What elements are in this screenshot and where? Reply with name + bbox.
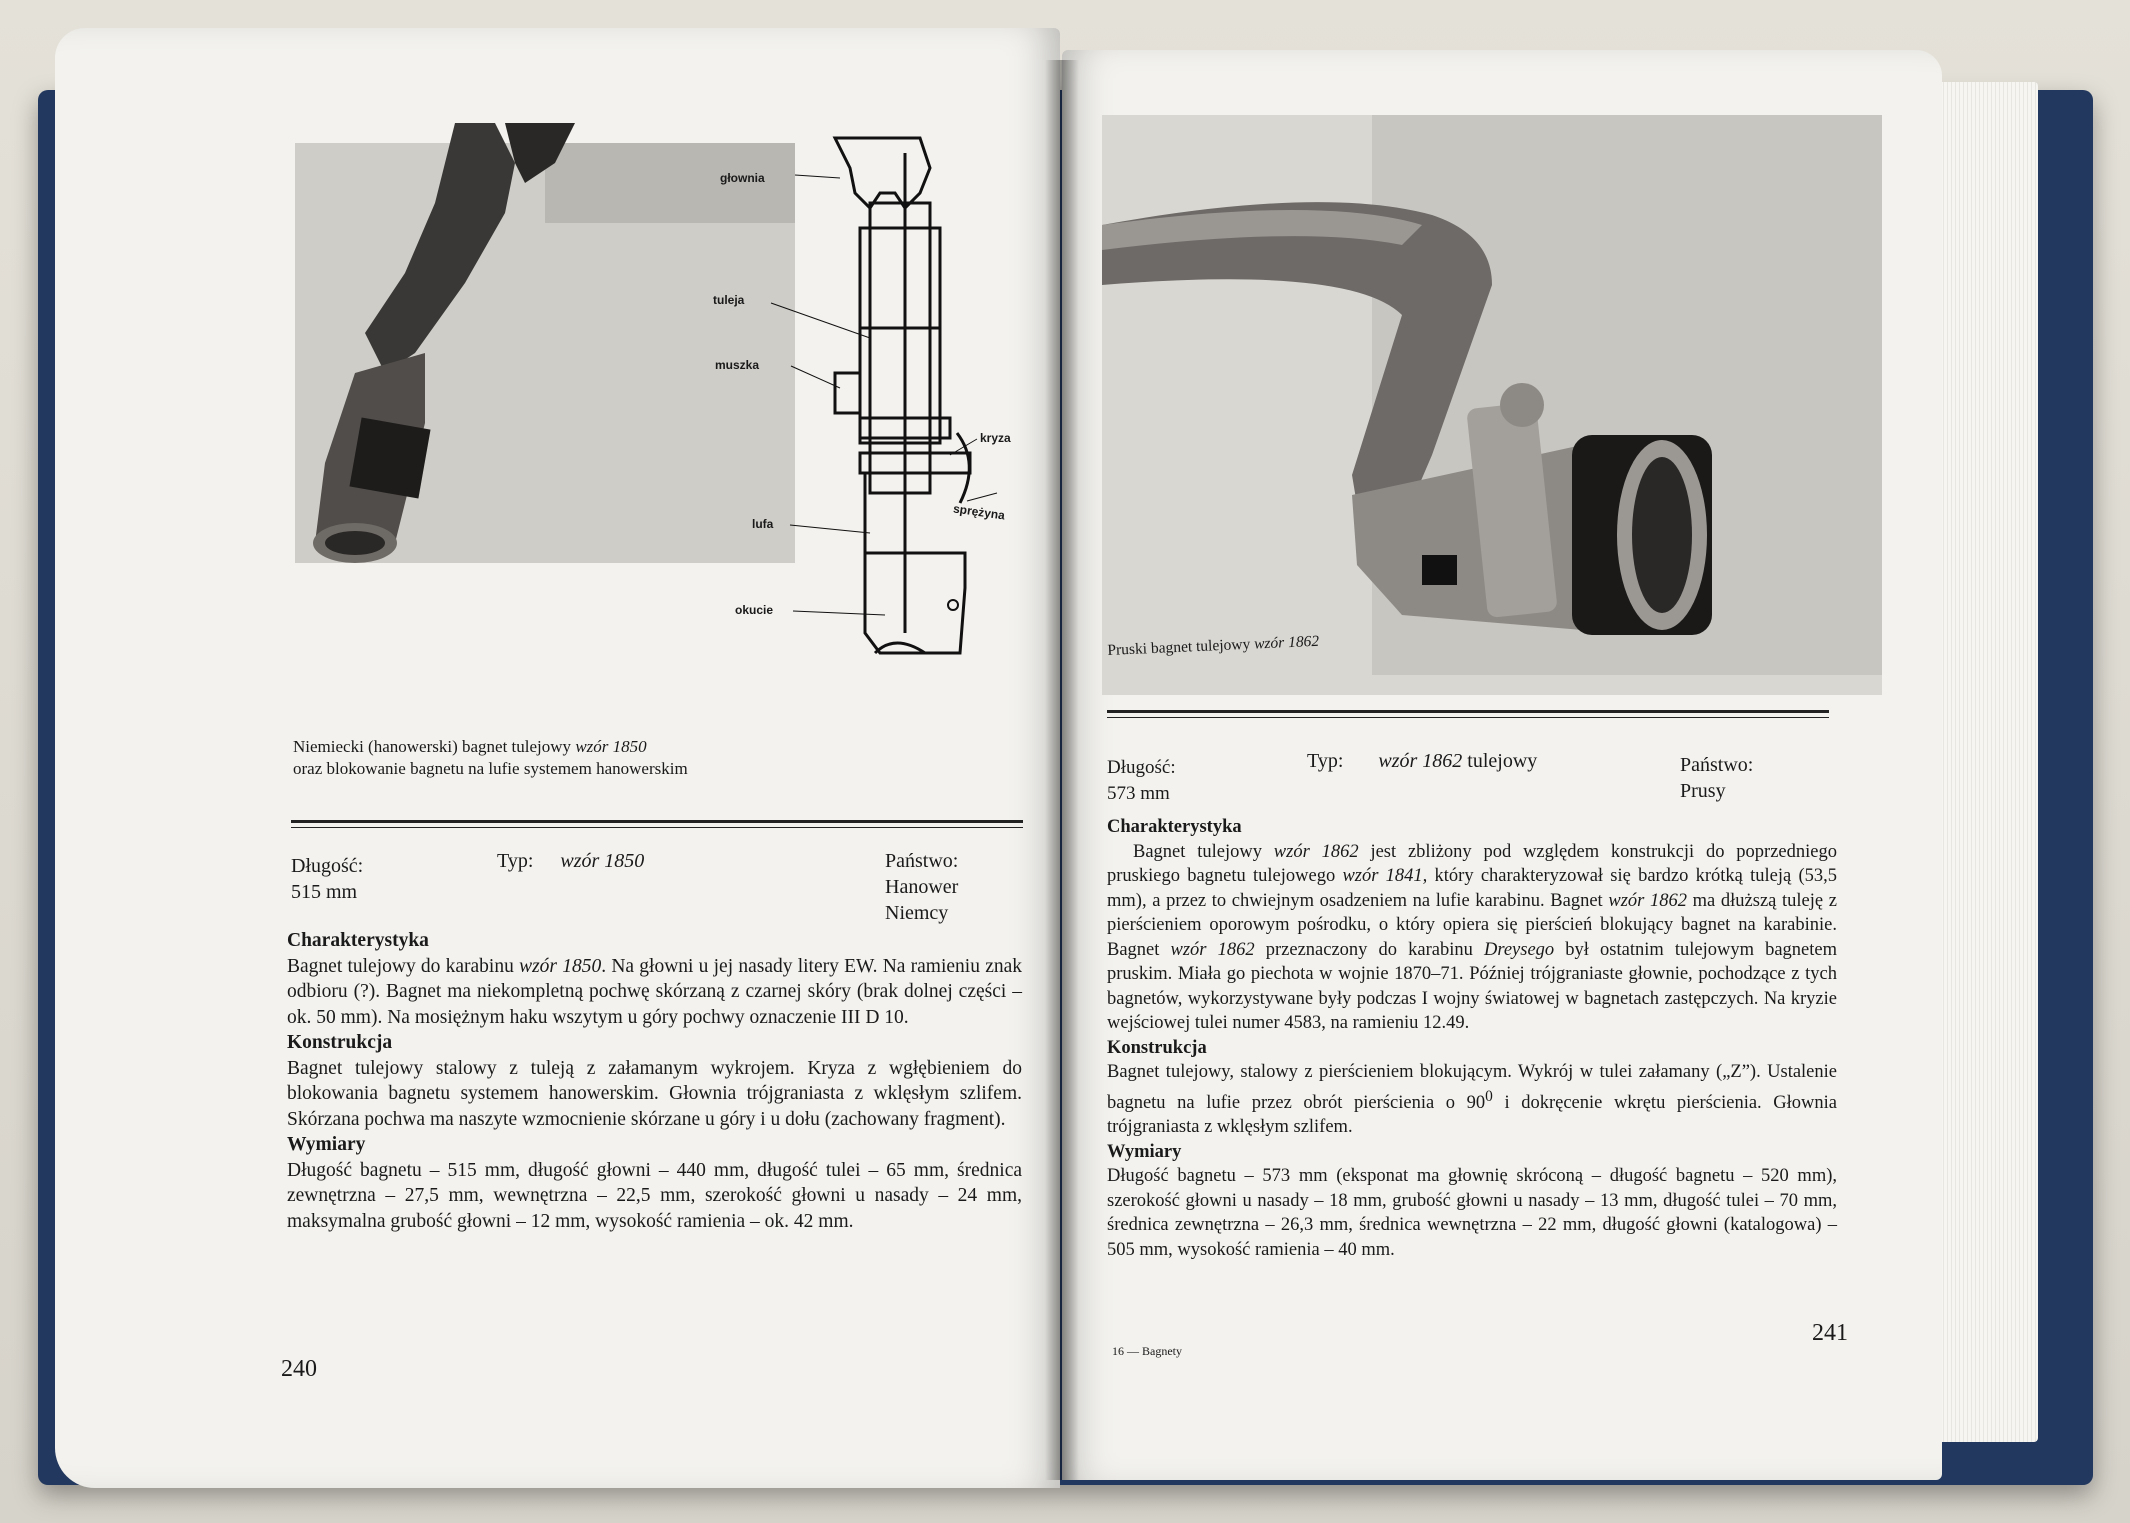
heading-charakterystyka: Charakterystyka <box>287 930 429 951</box>
heading-wymiary: Wymiary <box>287 1134 366 1155</box>
photo-caption-right: Pruski bagnet tulejowy wzór 1862 <box>1107 632 1320 659</box>
section-rule <box>291 820 1023 823</box>
paragraph-charakterystyka-right: Bagnet tulejowy wzór 1862 jest zbliżony pod względem konstrukcji do poprzedniego pruskiego bagnetu tulejowego wzór 1841, który charakteryzował się bardzo krótką tuleją (53,5 mm), a przez to chwiejnym osadzeniem na lufie karabinu. Bagnet wzór 1862 ma dłuższą tuleję z pierścieniem oporowym pośrodku, o który opiera się pierścień blokujący bagnet na karabinie. Bagnet wzór 1862 przeznaczony do karabinu Dreysego był ostatnim tulejowym bagnetem pruskim. Miała go piechota w wojnie 1870–71. Później trójgraniaste głownie, pochodzące z tych bagnetów, wykorzystywane były podczas I wojny światowej w bagnetach zastępczych. Na kryzie wejściowej tulei numer 4583, na ramieniu 12.49. <box>1107 841 1838 1033</box>
paragraph-konstrukcja-right: Bagnet tulejowy, stalowy z pierścieniem blokującym. Wykrój w tulei załamany („Z”). Ustalenie bagnetu na lufie przez obrót pierścienia o $90^0$ i dokręcenie wkrętu pierścienia. Głownia trójgraniasta z wklęsłym szlifem. <box>1107 1062 1837 1138</box>
spec-country: Państwo: Hanower Niemcy <box>885 850 959 924</box>
label-kryza: kryza <box>980 431 1011 445</box>
bayonet-photo-1862 <box>1102 115 1882 695</box>
paragraph-konstrukcja: Bagnet tulejowy stalowy z tuleją z załamanym wykrojem. Kryza z wgłębieniem do blokowania bagnetu systemem hanowerskim. Głownia trójgraniasta z wklęsłym szlifem. Skórzana pochwa ma naszyte wzmocnienie skórzane u góry i u dołu (zachowany fragment). <box>287 1057 1022 1130</box>
label-muszka: muszka <box>715 358 760 372</box>
right-page <box>1062 50 1942 1480</box>
spec-type: Typ: wzór 1850 <box>497 850 645 872</box>
photo-caption-left: Niemiecki (hanowerski) bagnet tulejowy wzór 1850 oraz blokowanie bagnetu na lufie systemem hanowerskim <box>293 737 688 778</box>
label-tuleja: tuleja <box>713 293 745 307</box>
spec-type-right: Typ: wzór 1862 tulejowy <box>1307 750 1538 772</box>
spec-country-right: Państwo: Prusy <box>1680 754 1754 802</box>
label-lufa: lufa <box>752 517 774 531</box>
label-okucie: okucie <box>735 603 774 617</box>
page-number-left: 240 <box>281 1356 317 1382</box>
section-rule-right <box>1107 710 1829 713</box>
book-gutter <box>1045 60 1079 1480</box>
left-page <box>55 28 1060 1488</box>
spec-length-right: Długość: 573 mm <box>1107 757 1176 804</box>
body-text-right <box>1107 815 1837 1262</box>
page-number-right: 241 <box>1812 1320 1848 1346</box>
heading-konstrukcja-right: Konstrukcja <box>1107 1037 1207 1058</box>
paragraph-wymiary: Długość bagnetu – 515 mm, długość głowni – 440 mm, długość tulei – 65 mm, średnica zewnętrzna – 27,5 mm, wewnętrzna – 22,5 mm, szerokość głowni u nasady – 24 mm, maksymalna grubość głowni – 12 mm, wysokość ramienia – ok. 42 mm. <box>287 1159 1022 1232</box>
footer-signature: 16 — Bagnety <box>1112 1344 1182 1358</box>
paragraph-charakterystyka: Bagnet tulejowy do karabinu wzór 1850. Na głowni u jej nasady litery EW. Na ramieniu znak odbioru (?). Bagnet ma niekompletną pochwę skórzaną z czarnej skóry (brak dolnej części – ok. 50 mm). Na mosiężnym haku wszytym u góry pochwy oznaczenie III D 10. <box>287 955 1022 1028</box>
heading-konstrukcja: Konstrukcja <box>287 1032 393 1053</box>
locking-diagram <box>695 133 1015 733</box>
heading-charakterystyka-right: Charakterystyka <box>1107 817 1242 837</box>
section-rule-thin <box>291 827 1023 828</box>
label-sprezyna: sprężyna <box>952 501 1006 523</box>
label-glownia: głownia <box>720 171 765 185</box>
heading-wymiary-right: Wymiary <box>1107 1141 1182 1162</box>
paragraph-wymiary-right: Długość bagnetu – 573 mm (eksponat ma głownię skróconą – długość bagnetu – 520 mm), szerokość głowni u nasady – 18 mm, grubość głowni u nasady – 13 mm, długość tulei – 70 mm, średnica zewnętrzna – 26,3 mm, średnica wewnętrzna – 22 mm, długość głowni (katalogowa) – 505 mm, wysokość ramienia – 40 mm. <box>1107 1166 1837 1260</box>
spec-length: Długość: 515 mm <box>291 855 364 903</box>
body-text-left <box>287 928 1022 1234</box>
section-rule-right-thin <box>1107 717 1829 718</box>
